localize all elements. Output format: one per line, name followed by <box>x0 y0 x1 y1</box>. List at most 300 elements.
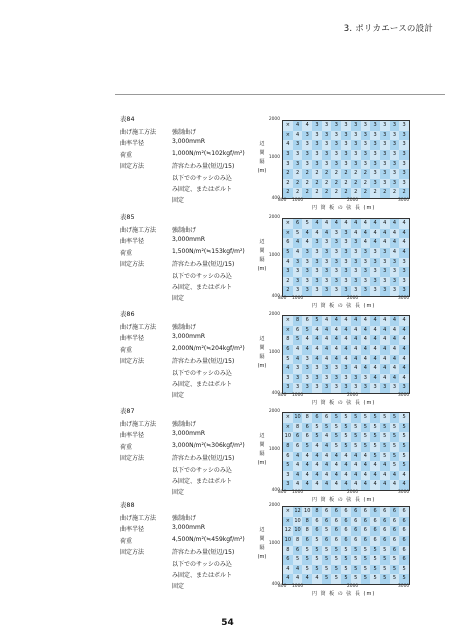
grid-cell: 2 <box>361 188 371 198</box>
grid-cell: 4 <box>293 355 303 365</box>
grid-cell: 5 <box>370 423 380 433</box>
grid-cell: 4 <box>370 316 380 326</box>
grid-cell: 4 <box>390 335 400 345</box>
spec-value: み固定、またはボルト <box>172 477 233 485</box>
grid-cell: 4 <box>293 452 303 462</box>
vertical-axis-label <box>256 526 268 562</box>
grid-cell: 4 <box>390 374 400 384</box>
grid-cell: 4 <box>331 326 341 336</box>
grid-cell: 5 <box>302 555 312 565</box>
spec-value: 許容たわみ量(短辺/15) <box>172 261 235 269</box>
spec-value: み固定、またはボルト <box>172 185 233 193</box>
grid-cell: 5 <box>331 546 341 556</box>
grid-cell: 5 <box>331 565 341 575</box>
grid-cell: 5 <box>351 546 361 556</box>
grid-cell: 4 <box>322 432 332 442</box>
grid-cell: 5 <box>312 565 322 575</box>
table-section <box>0 114 455 210</box>
grid-cell: 5 <box>399 413 409 423</box>
spec-value: 許容たわみ量(短辺/15) <box>172 455 235 463</box>
grid-cell: 2 <box>341 169 351 179</box>
grid-cell: 3 <box>380 140 390 150</box>
grid-cell: 3 <box>351 383 361 393</box>
grid-cell: 5 <box>361 432 371 442</box>
x-tick-label: 2000 <box>347 584 359 589</box>
x-tick-label: 800 <box>278 296 287 301</box>
grid-cell: 3 <box>302 277 312 287</box>
spec-value: 以下でのサッシのみ込 <box>172 174 232 182</box>
grid-cell: 3 <box>370 277 380 287</box>
grid-cell: × <box>283 219 293 229</box>
grid-cell: 5 <box>361 565 371 575</box>
grid-cell: 2 <box>312 169 322 179</box>
grid-cell: 4 <box>351 219 361 229</box>
grid-cell: 4 <box>361 238 371 248</box>
table-title: 表86 <box>120 310 135 318</box>
grid-cell: 4 <box>380 461 390 471</box>
grid-cell: 4 <box>312 229 322 239</box>
grid-cell: 3 <box>331 238 341 248</box>
vertical-axis-label <box>256 140 268 176</box>
grid-cell: 4 <box>370 238 380 248</box>
grid-cell: 3 <box>331 286 341 296</box>
grid-cell: 6 <box>390 507 400 517</box>
grid-cell: 4 <box>399 238 409 248</box>
grid-cell: 4 <box>312 574 322 584</box>
grid-cell: × <box>283 229 293 239</box>
grid-cell: 12 <box>293 507 303 517</box>
spec-value: 3,000mmR <box>172 430 206 438</box>
y-tick-label: 1000 <box>268 253 280 258</box>
grid-cell: 3 <box>390 131 400 141</box>
grid-cell: 5 <box>283 355 293 365</box>
grid-cell: 2 <box>283 286 293 296</box>
grid-cell: 4 <box>399 374 409 384</box>
grid-cell: 5 <box>370 565 380 575</box>
spec-value: 3,000mmR <box>172 138 206 146</box>
grid-cell: 3 <box>322 277 332 287</box>
grid-cell: 3 <box>351 258 361 268</box>
grid-cell: 5 <box>312 555 322 565</box>
grid-cell: 3 <box>399 267 409 277</box>
grid-cell: 4 <box>361 461 371 471</box>
grid-cell: 4 <box>380 471 390 481</box>
grid-cell: 4 <box>390 248 400 258</box>
grid-cell: 5 <box>390 413 400 423</box>
grid-cell: 3 <box>312 364 322 374</box>
grid-cell: 3 <box>380 248 390 258</box>
vertical-axis-char: (m) <box>257 168 267 174</box>
grid-cell: 4 <box>390 355 400 365</box>
grid-cell: 5 <box>370 452 380 462</box>
grid-cell: 3 <box>370 179 380 189</box>
grid-cell: 4 <box>293 565 303 575</box>
grid-cell: 6 <box>390 536 400 546</box>
grid-cell: 4 <box>283 258 293 268</box>
grid-cell: 3 <box>380 150 390 160</box>
grid-cell: 3 <box>331 383 341 393</box>
x-axis-label: 円 筒 板 の 弦 長 (m) <box>312 591 376 597</box>
x-axis-label: 円 筒 板 の 弦 長 (m) <box>312 400 376 406</box>
grid-cell: 2 <box>283 179 293 189</box>
x-tick-label: 1000 <box>292 296 304 301</box>
grid-cell: 3 <box>312 131 322 141</box>
grid-cell: 3 <box>302 355 312 365</box>
grid-cell: 3 <box>380 179 390 189</box>
spec-label: 固定方法 <box>120 549 145 557</box>
x-tick-label: 1000 <box>292 198 304 203</box>
grid-cell: 4 <box>370 229 380 239</box>
grid-cell: 5 <box>361 442 371 452</box>
grid-cell: 4 <box>322 316 332 326</box>
grid-cell: 3 <box>399 160 409 170</box>
grid-cell: 3 <box>399 150 409 160</box>
spec-value: み固定、またはボルト <box>172 380 233 388</box>
spec-value: 強制曲げ <box>172 421 197 428</box>
spec-value: 固定 <box>172 295 185 303</box>
grid-cell: 3 <box>322 238 332 248</box>
grid-cell: 6 <box>283 452 293 462</box>
grid-cell: 3 <box>399 258 409 268</box>
grid-cell: 4 <box>331 316 341 326</box>
grid-cell: 6 <box>399 555 409 565</box>
grid-cell: 4 <box>370 480 380 490</box>
grid-cell: 5 <box>380 574 390 584</box>
grid-cell: 4 <box>399 335 409 345</box>
grid-cell: 4 <box>380 335 390 345</box>
grid-cell: 3 <box>293 374 303 384</box>
table-title: 表87 <box>120 407 135 415</box>
spec-label: 荷重 <box>120 151 133 159</box>
vertical-axis-char: 辺 <box>259 141 265 147</box>
grid-cell: 3 <box>370 383 380 393</box>
grid-cell: 5 <box>341 432 351 442</box>
grid-cell: × <box>283 413 293 423</box>
spec-label: 荷重 <box>120 443 133 451</box>
grid-cell: 4 <box>293 461 303 471</box>
grid-cell: 6 <box>293 442 303 452</box>
grid-cell: 3 <box>351 238 361 248</box>
grid-cell: 5 <box>390 565 400 575</box>
grid-cell: 4 <box>322 345 332 355</box>
grid-cell: 5 <box>361 555 371 565</box>
grid-cell: 5 <box>380 413 390 423</box>
grid-cell: 4 <box>312 461 322 471</box>
grid-cell: 5 <box>380 546 390 556</box>
grid-cell: 4 <box>302 471 312 481</box>
page-number: 54 <box>221 618 234 628</box>
x-axis-label: 円 筒 板 の 弦 長 (m) <box>312 205 376 211</box>
grid-cell: 6 <box>399 536 409 546</box>
vertical-axis-char: 間 <box>259 442 265 448</box>
grid-cell: 5 <box>341 546 351 556</box>
grid-cell: 3 <box>399 121 409 131</box>
spec-label: 固定方法 <box>120 455 145 463</box>
grid-cell: 2 <box>361 179 371 189</box>
x-tick-label: 800 <box>278 584 287 589</box>
grid-cell: 4 <box>302 229 312 239</box>
grid-cell: 3 <box>322 258 332 268</box>
grid-cell: 5 <box>370 574 380 584</box>
y-tick-label: 400 <box>271 196 280 201</box>
spec-label: 荷重 <box>120 249 133 257</box>
grid-cell: 3 <box>361 121 371 131</box>
grid-cell: 4 <box>322 219 332 229</box>
grid-cell: 3 <box>341 277 351 287</box>
grid-cell: 8 <box>283 442 293 452</box>
grid-cell: 4 <box>322 355 332 365</box>
grid-cell: 8 <box>302 526 312 536</box>
grid-cell: 12 <box>283 526 293 536</box>
grid-cell: 3 <box>361 140 371 150</box>
grid-cell: 4 <box>361 355 371 365</box>
grid-cell: 4 <box>302 238 312 248</box>
grid-cell: 3 <box>399 277 409 287</box>
y-tick-label: 1000 <box>268 541 280 546</box>
grid-cell: 3 <box>380 160 390 170</box>
spec-label: 曲げ施工方法 <box>120 324 157 331</box>
grid-cell: 3 <box>302 267 312 277</box>
grid-cell: 3 <box>293 364 303 374</box>
grid-cell: 4 <box>380 229 390 239</box>
grid-cell: 3 <box>331 160 341 170</box>
spec-value: 3,000mmR <box>172 333 206 341</box>
grid-cell: 3 <box>370 150 380 160</box>
grid-cell: 4 <box>351 452 361 462</box>
grid-cell: 3 <box>390 277 400 287</box>
y-tick-label: 1000 <box>268 350 280 355</box>
vertical-axis-label <box>256 238 268 274</box>
page-header-title: 3. ポリカエースの設計 <box>343 24 433 34</box>
grid-cell: 3 <box>312 121 322 131</box>
grid-cell: 3 <box>390 267 400 277</box>
grid-cell: 3 <box>341 248 351 258</box>
grid-cell: 4 <box>399 355 409 365</box>
grid-cell: 4 <box>351 326 361 336</box>
grid-cell: 5 <box>351 442 361 452</box>
grid-cell: 5 <box>312 423 322 433</box>
grid-cell: 4 <box>322 229 332 239</box>
grid-cell: 3 <box>293 277 303 287</box>
x-tick-label: 1000 <box>292 584 304 589</box>
spec-value: 以下でのサッシのみ込 <box>172 272 232 280</box>
spec-label: 曲げ施工方法 <box>120 421 157 428</box>
grid-cell: 3 <box>351 160 361 170</box>
grid-cell: 6 <box>283 555 293 565</box>
grid-cell: 4 <box>312 219 322 229</box>
grid-cell: 3 <box>293 258 303 268</box>
grid-cell: 2 <box>322 169 332 179</box>
grid-cell: 4 <box>380 316 390 326</box>
grid-cell: 6 <box>341 507 351 517</box>
grid-cell: 6 <box>351 526 361 536</box>
grid-cell: 5 <box>322 526 332 536</box>
grid-cell: 3 <box>312 238 322 248</box>
spec-label: 荷重 <box>120 537 133 545</box>
grid-cell: 3 <box>380 121 390 131</box>
grid-cell: 3 <box>351 286 361 296</box>
vertical-axis-char: 隔 <box>259 257 265 263</box>
grid-cell: 5 <box>380 432 390 442</box>
grid-cell: 5 <box>399 432 409 442</box>
grid-cell: 4 <box>390 219 400 229</box>
grid-cell: 3 <box>283 150 293 160</box>
y-tick-label: 1000 <box>268 447 280 452</box>
grid-cell: 4 <box>322 461 332 471</box>
grid-cell: 5 <box>399 565 409 575</box>
grid-cell: 5 <box>399 574 409 584</box>
grid-cell: 3 <box>399 383 409 393</box>
x-tick-label: 1000 <box>292 393 304 398</box>
grid-cell: 4 <box>302 480 312 490</box>
grid-cell: 3 <box>283 480 293 490</box>
grid-cell: 3 <box>351 374 361 384</box>
grid-cell: 4 <box>312 326 322 336</box>
grid-cell: 4 <box>283 140 293 150</box>
grid-cell: 5 <box>351 432 361 442</box>
grid-cell: 6 <box>331 507 341 517</box>
grid-cell: 5 <box>341 565 351 575</box>
spec-value: 2,000N/m²(≒204kgf/m²) <box>172 344 245 352</box>
grid-cell: 5 <box>341 574 351 584</box>
grid-cell: 3 <box>399 286 409 296</box>
vertical-axis-char: 隔 <box>259 159 265 165</box>
grid-cell: 3 <box>370 248 380 258</box>
vertical-axis-label <box>256 335 268 371</box>
grid-cell: 4 <box>361 326 371 336</box>
grid-cell: 5 <box>351 565 361 575</box>
span-grid <box>282 315 410 394</box>
grid-cell: 3 <box>390 169 400 179</box>
grid-cell: 3 <box>312 248 322 258</box>
grid-cell: 4 <box>390 316 400 326</box>
grid-cell: 5 <box>351 574 361 584</box>
grid-cell: 4 <box>341 326 351 336</box>
grid-cell: 4 <box>302 574 312 584</box>
grid-cell: 5 <box>312 546 322 556</box>
grid-cell: 3 <box>322 267 332 277</box>
grid-cell: 3 <box>341 374 351 384</box>
grid-cell: 10 <box>283 432 293 442</box>
vertical-axis-char: (m) <box>257 460 267 466</box>
grid-cell: 5 <box>380 423 390 433</box>
grid-cell: 4 <box>380 345 390 355</box>
spec-value: 4,500N/m²(≒459kgf/m²) <box>172 535 245 543</box>
spec-label: 固定方法 <box>120 261 145 269</box>
grid-cell: 3 <box>390 258 400 268</box>
grid-cell: 2 <box>312 179 322 189</box>
grid-cell: 2 <box>390 188 400 198</box>
grid-cell: 2 <box>293 169 303 179</box>
grid-cell: 6 <box>370 526 380 536</box>
grid-cell: 4 <box>322 452 332 462</box>
y-tick-label: 2000 <box>268 312 280 317</box>
grid-cell: 4 <box>361 316 371 326</box>
grid-cell: 4 <box>322 480 332 490</box>
grid-cell: 6 <box>302 316 312 326</box>
grid-cell: 3 <box>370 267 380 277</box>
grid-cell: 6 <box>322 517 332 527</box>
spec-label: 曲げ施工方法 <box>120 515 157 522</box>
grid-cell: 6 <box>361 536 371 546</box>
grid-cell: 4 <box>283 565 293 575</box>
grid-cell: 3 <box>331 229 341 239</box>
grid-cell: 6 <box>331 536 341 546</box>
grid-cell: 4 <box>370 471 380 481</box>
grid-cell: 3 <box>302 364 312 374</box>
grid-cell: 3 <box>380 277 390 287</box>
grid-cell: 6 <box>293 326 303 336</box>
grid-cell: 3 <box>283 471 293 481</box>
grid-cell: 8 <box>312 507 322 517</box>
grid-cell: 4 <box>293 471 303 481</box>
grid-cell: 4 <box>322 326 332 336</box>
grid-cell: 4 <box>361 471 371 481</box>
span-grid <box>282 218 410 297</box>
spec-label: 曲げ施工方法 <box>120 227 157 234</box>
grid-cell: 5 <box>351 413 361 423</box>
grid-cell: 5 <box>312 316 322 326</box>
grid-cell: 8 <box>302 517 312 527</box>
grid-cell: × <box>283 517 293 527</box>
grid-cell: 3 <box>370 160 380 170</box>
grid-cell: 3 <box>283 383 293 393</box>
grid-cell: 6 <box>293 219 303 229</box>
grid-cell: 3 <box>341 364 351 374</box>
grid-cell: 4 <box>370 326 380 336</box>
grid-cell: 6 <box>302 432 312 442</box>
vertical-axis-char: (m) <box>257 363 267 369</box>
grid-cell: 3 <box>341 267 351 277</box>
grid-cell: 6 <box>361 517 371 527</box>
grid-cell: 3 <box>361 258 371 268</box>
grid-cell: 3 <box>293 286 303 296</box>
x-tick-label: 2000 <box>347 393 359 398</box>
grid-cell: 4 <box>390 480 400 490</box>
grid-cell: 5 <box>331 432 341 442</box>
spec-label: 荷重 <box>120 346 133 354</box>
grid-cell: 3 <box>293 140 303 150</box>
vertical-axis-char: 辺 <box>259 336 265 342</box>
grid-cell: 4 <box>361 229 371 239</box>
grid-cell: 3 <box>331 140 341 150</box>
grid-cell: 3 <box>341 286 351 296</box>
grid-cell: 4 <box>399 364 409 374</box>
spec-label: 固定方法 <box>120 358 145 366</box>
grid-cell: 5 <box>293 335 303 345</box>
grid-cell: 4 <box>380 238 390 248</box>
x-tick-label: 3000 <box>398 490 410 495</box>
grid-cell: 5 <box>399 423 409 433</box>
grid-cell: 4 <box>302 461 312 471</box>
grid-cell: 5 <box>351 423 361 433</box>
grid-cell: 2 <box>322 179 332 189</box>
spec-value: 強制曲げ <box>172 515 197 522</box>
grid-cell: 3 <box>322 248 332 258</box>
spec-value: 以下でのサッシのみ込 <box>172 369 232 377</box>
grid-cell: 3 <box>312 277 322 287</box>
grid-cell: 5 <box>341 413 351 423</box>
grid-cell: 5 <box>370 413 380 423</box>
grid-cell: 3 <box>341 229 351 239</box>
spec-label: 曲率半径 <box>120 140 145 148</box>
grid-cell: 6 <box>351 517 361 527</box>
grid-cell: 4 <box>361 335 371 345</box>
x-tick-label: 800 <box>278 393 287 398</box>
grid-cell: 4 <box>302 345 312 355</box>
grid-cell: 5 <box>370 442 380 452</box>
grid-cell: 6 <box>331 526 341 536</box>
